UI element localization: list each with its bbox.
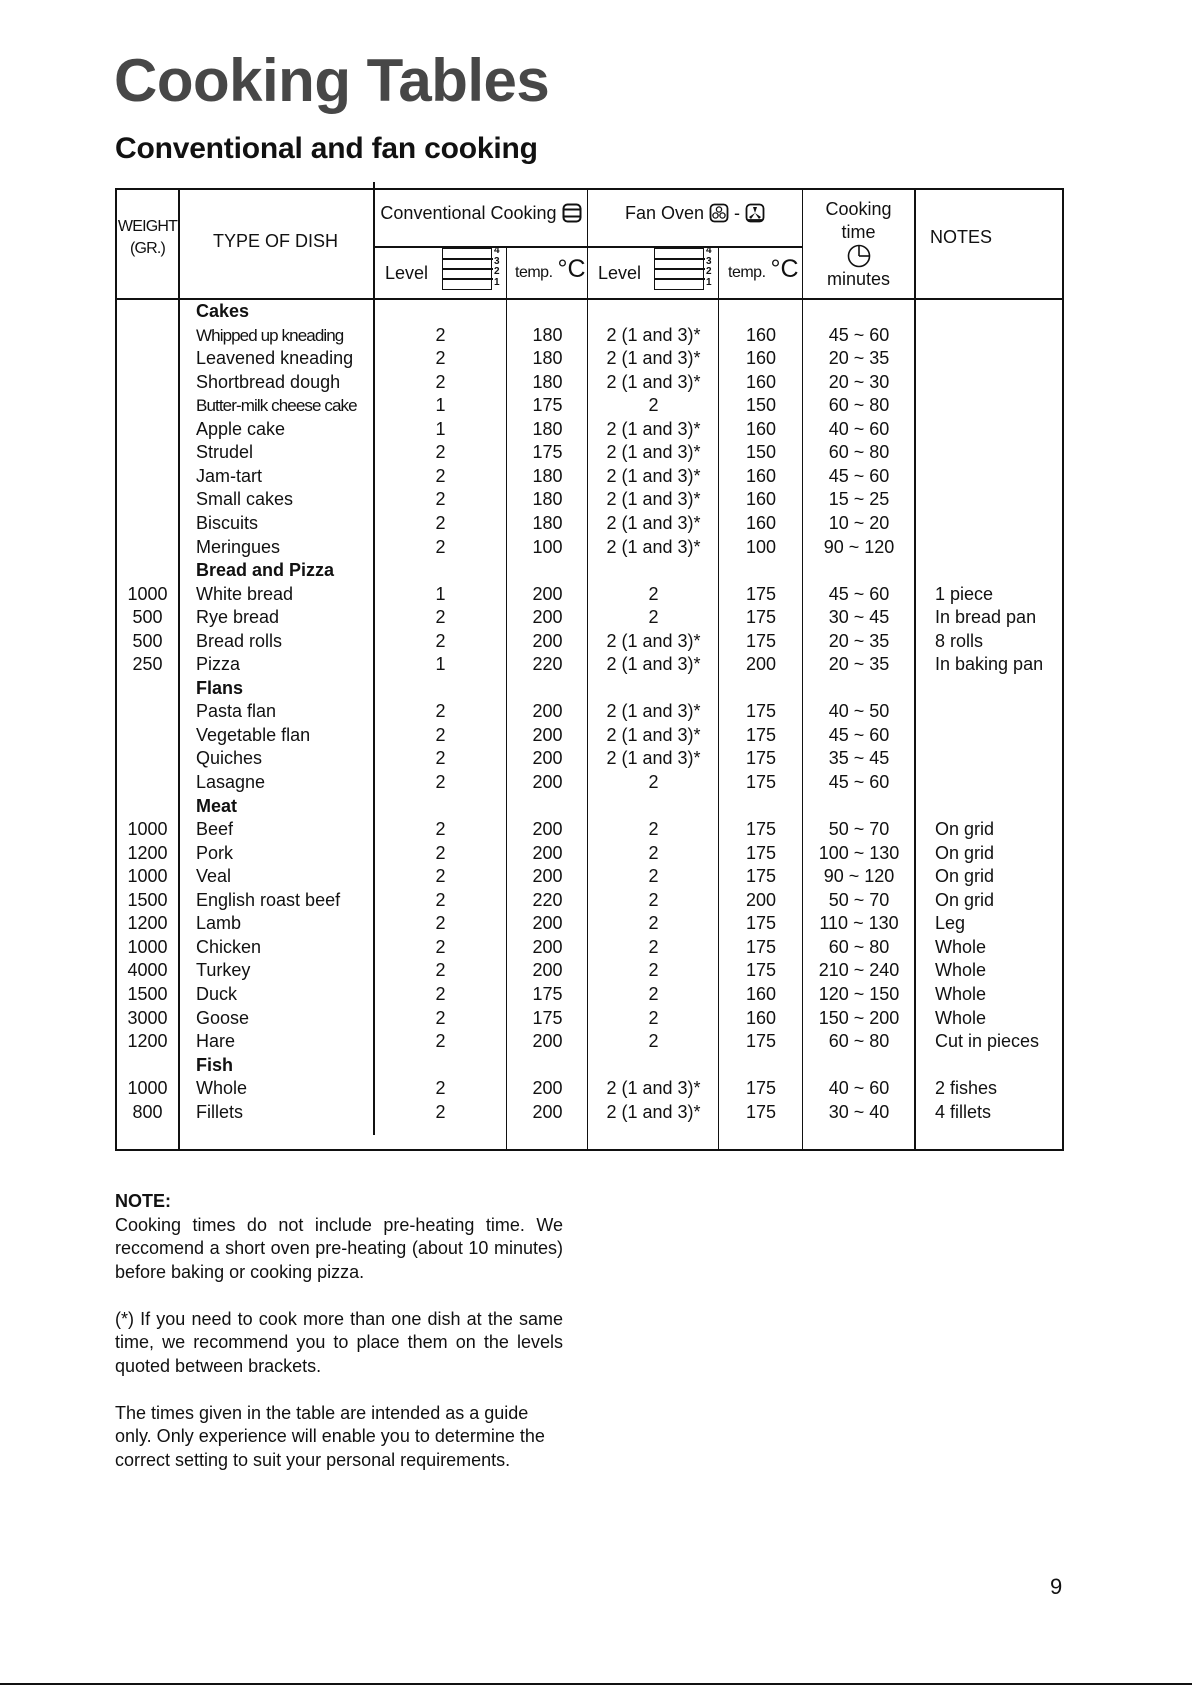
cell-conv-temp: 200 <box>532 1031 563 1052</box>
cell-conv-temp: 220 <box>532 654 563 675</box>
header-fan-separator: - <box>734 203 741 223</box>
cell-fan-temp: 175 <box>745 748 777 769</box>
cell-dish: Goose <box>196 1007 250 1028</box>
cell-cooking-time: 120 ~ 150 <box>818 983 900 1004</box>
cell-conv-level: 2 <box>435 1007 446 1028</box>
cell-cooking-time: 40 ~ 60 <box>828 1078 890 1099</box>
header-fan-level: Level <box>598 263 642 283</box>
cell-dish: Leavened kneading <box>196 348 354 369</box>
cell-fan-level: 2 (1 and 3)* <box>606 418 701 439</box>
cell-conv-temp: 175 <box>532 395 563 416</box>
divider-weight-dish <box>178 190 180 1149</box>
cell-dish: Fillets <box>196 1101 244 1122</box>
cell-weight: 500 <box>132 607 163 628</box>
cell-conv-level: 2 <box>435 512 446 533</box>
cell-fan-temp: 160 <box>745 465 777 486</box>
cell-fan-temp: 175 <box>745 1078 777 1099</box>
cell-weight: 1000 <box>127 866 168 887</box>
cell-notes: In bread pan <box>935 607 1037 628</box>
cell-fan-temp: 175 <box>745 1101 777 1122</box>
cell-fan-temp: 160 <box>745 348 777 369</box>
cell-conv-level: 2 <box>435 889 446 910</box>
cell-weight: 1200 <box>127 913 168 934</box>
cell-fan-temp: 175 <box>745 960 777 981</box>
cell-conv-level: 2 <box>435 960 446 981</box>
cell-conv-level: 2 <box>435 1031 446 1052</box>
cell-weight: 500 <box>132 630 163 651</box>
cell-weight: 1500 <box>127 889 168 910</box>
cell-fan-temp: 175 <box>745 607 777 628</box>
cell-notes: 1 piece <box>935 583 994 604</box>
cell-fan-level: 2 (1 and 3)* <box>606 465 701 486</box>
cell-fan-level: 2 <box>648 1007 659 1028</box>
cell-conv-level: 2 <box>435 442 446 463</box>
cell-fan-temp: 160 <box>745 324 777 345</box>
cell-conv-temp: 200 <box>532 819 563 840</box>
cell-notes: In baking pan <box>935 654 1044 675</box>
cell-dish: White bread <box>196 583 294 604</box>
header-bottom-rule <box>117 298 1062 300</box>
cell-fan-level: 2 <box>648 1031 659 1052</box>
cell-notes: On grid <box>935 866 995 887</box>
cell-fan-level: 2 (1 and 3)* <box>606 630 701 651</box>
cell-dish: Pasta flan <box>196 701 277 722</box>
temp-label: temp. <box>728 264 766 281</box>
cell-dish: Meringues <box>196 536 281 557</box>
cell-notes: On grid <box>935 842 995 863</box>
cell-dish: English roast beef <box>196 889 341 910</box>
cell-cooking-time: 20 ~ 30 <box>828 371 890 392</box>
cell-conv-temp: 175 <box>532 1007 563 1028</box>
cell-cooking-time: 40 ~ 50 <box>828 701 890 722</box>
page-number: 9 <box>1050 1574 1063 1599</box>
shelf-level-2: 2 <box>494 266 500 277</box>
cell-dish: Vegetable flan <box>196 724 311 745</box>
cell-conv-temp: 200 <box>532 842 563 863</box>
cell-fan-level: 2 (1 and 3)* <box>606 324 701 345</box>
cell-weight: 1000 <box>127 936 168 957</box>
cell-conv-level: 2 <box>435 866 446 887</box>
cell-cooking-time: 60 ~ 80 <box>828 936 890 957</box>
cell-conv-temp: 200 <box>532 913 563 934</box>
cell-notes: Whole <box>935 960 987 981</box>
cell-conv-level: 2 <box>435 1101 446 1122</box>
cell-dish: Shortbread dough <box>196 371 341 392</box>
cell-conv-level: 2 <box>435 630 446 651</box>
cell-weight: 1000 <box>127 583 168 604</box>
cell-fan-temp: 160 <box>745 489 777 510</box>
cell-conv-level: 2 <box>435 465 446 486</box>
cell-cooking-time: 45 ~ 60 <box>828 772 890 792</box>
cell-dish: Bread rolls <box>196 630 283 651</box>
cell-conv-level: 2 <box>435 983 446 1004</box>
cell-dish: Pork <box>196 842 234 863</box>
cell-cooking-time: 45 ~ 60 <box>828 465 890 486</box>
cell-dish: Strudel <box>196 442 254 463</box>
cell-dish: Beef <box>196 819 234 840</box>
cell-fan-temp: 150 <box>745 395 777 416</box>
cell-cooking-time: 35 ~ 45 <box>828 748 890 769</box>
cell-dish: Pizza <box>196 654 241 675</box>
shelf-level-3: 3 <box>706 255 712 267</box>
cell-conv-level: 2 <box>435 724 446 745</box>
subheader-rule <box>373 246 802 248</box>
cell-fan-temp: 175 <box>745 936 777 957</box>
shelf-level-4: 4 <box>494 245 500 256</box>
cell-fan-level: 2 (1 and 3)* <box>606 724 701 745</box>
cell-weight: 250 <box>132 654 163 675</box>
cell-conv-level: 2 <box>435 536 446 557</box>
cell-cooking-time: 50 ~ 70 <box>828 889 890 910</box>
cell-cooking-time: 60 ~ 80 <box>828 442 890 463</box>
cell-fan-temp: 200 <box>745 654 777 675</box>
fan-oven-icon <box>709 203 729 223</box>
cell-conv-level: 2 <box>435 324 446 345</box>
cell-conv-temp: 180 <box>532 512 563 533</box>
cell-conv-temp: 220 <box>532 889 563 910</box>
cell-cooking-time: 60 ~ 80 <box>828 1031 890 1052</box>
cell-dish: Butter-milk cheese cake <box>196 396 357 416</box>
cell-cooking-time: 15 ~ 25 <box>828 489 890 510</box>
cell-cooking-time: 20 ~ 35 <box>828 654 890 675</box>
page-subtitle: Conventional and fan cooking <box>115 132 538 165</box>
cell-notes: On grid <box>935 819 995 840</box>
shelf-level-1: 1 <box>494 276 500 288</box>
cell-notes: Whole <box>935 983 987 1004</box>
header-weight-label: WEIGHT <box>117 218 178 235</box>
fan-grill-icon <box>745 203 765 223</box>
cell-dish: Biscuits <box>196 512 259 533</box>
cell-fan-level: 2 <box>648 772 659 792</box>
cell-notes: 4 fillets <box>935 1101 992 1122</box>
cell-dish: Lamb <box>196 913 242 934</box>
cell-conv-level: 2 <box>435 371 446 392</box>
cell-dish: Veal <box>196 866 232 887</box>
cell-fan-level: 2 <box>648 583 659 604</box>
cell-dish: Lasagne <box>196 772 266 792</box>
celsius-label: °C <box>557 255 586 283</box>
cell-dish: Chicken <box>196 936 262 957</box>
header-conv-level: Level <box>385 263 429 283</box>
conventional-oven-icon <box>562 203 582 223</box>
cell-fan-level: 2 <box>648 913 659 934</box>
cell-conv-temp: 200 <box>532 772 563 792</box>
header-conventional-label: Conventional Cooking <box>380 203 557 223</box>
category-heading: Meat <box>196 795 238 816</box>
cell-fan-temp: 175 <box>745 701 777 722</box>
cell-weight: 1000 <box>127 819 168 840</box>
cell-cooking-time: 90 ~ 120 <box>823 866 895 887</box>
cell-conv-temp: 180 <box>532 371 563 392</box>
note-paragraph-guide: The times given in the table are intended as a guide only. Only experience will enable you to determine the correct setting to suit your personal requirements. <box>115 1402 545 1470</box>
cell-fan-level: 2 (1 and 3)* <box>606 701 701 722</box>
shelf-level-2: 2 <box>706 266 712 277</box>
cell-conv-level: 2 <box>435 748 446 769</box>
cell-conv-temp: 180 <box>532 418 563 439</box>
cell-weight: 800 <box>132 1101 163 1122</box>
cell-fan-level: 2 (1 and 3)* <box>606 748 701 769</box>
cell-weight: 1200 <box>127 842 168 863</box>
cell-conv-temp: 100 <box>532 536 563 557</box>
cell-conv-temp: 200 <box>532 748 563 769</box>
header-time-label: time <box>841 222 876 242</box>
cell-fan-temp: 175 <box>745 819 777 840</box>
cell-fan-temp: 160 <box>745 983 777 1004</box>
cell-notes: Whole <box>935 1007 987 1028</box>
cell-conv-temp: 200 <box>532 866 563 887</box>
cell-dish: Whole <box>196 1078 248 1099</box>
cell-fan-temp: 175 <box>745 1031 777 1052</box>
cell-fan-temp: 175 <box>745 842 777 863</box>
cell-notes: 8 rolls <box>935 630 984 651</box>
cell-fan-temp: 200 <box>745 889 777 910</box>
cell-dish: Small cakes <box>196 489 294 510</box>
cell-cooking-time: 45 ~ 60 <box>828 324 890 345</box>
cell-conv-level: 2 <box>435 701 446 722</box>
cell-fan-level: 2 <box>648 395 659 416</box>
cell-cooking-time: 60 ~ 80 <box>828 395 890 416</box>
cell-dish: Whipped up kneading <box>196 325 344 345</box>
cell-fan-level: 2 <box>648 607 659 628</box>
shelf-level-4: 4 <box>706 245 712 256</box>
header-minutes-label: minutes <box>826 269 891 289</box>
cell-weight: 1200 <box>127 1031 168 1052</box>
cell-conv-level: 2 <box>435 936 446 957</box>
cell-conv-temp: 180 <box>532 489 563 510</box>
shelf-level-3: 3 <box>494 255 500 267</box>
cell-conv-level: 2 <box>435 819 446 840</box>
cell-conv-level: 1 <box>435 654 446 675</box>
cell-cooking-time: 30 ~ 45 <box>828 607 890 628</box>
cell-fan-level: 2 (1 and 3)* <box>606 654 701 675</box>
cell-cooking-time: 100 ~ 130 <box>818 842 900 863</box>
cell-conv-level: 1 <box>435 395 446 416</box>
category-heading: Fish <box>196 1054 234 1075</box>
cell-notes: On grid <box>935 889 995 910</box>
cell-cooking-time: 40 ~ 60 <box>828 418 890 439</box>
cell-conv-level: 2 <box>435 772 446 792</box>
header-type-of-dish: TYPE OF DISH <box>212 231 338 251</box>
header-weight <box>117 216 178 260</box>
cell-cooking-time: 20 ~ 35 <box>828 348 890 369</box>
header-fan-label: Fan Oven <box>624 203 704 223</box>
cell-dish: Turkey <box>196 960 251 981</box>
cell-fan-level: 2 <box>648 889 659 910</box>
cell-conv-temp: 180 <box>532 324 563 345</box>
header-notes: NOTES <box>930 227 993 247</box>
cell-cooking-time: 10 ~ 20 <box>828 512 890 533</box>
page-title: Cooking Tables <box>114 47 550 114</box>
header-weight-unit: (GR.) <box>129 240 166 257</box>
cell-conv-temp: 200 <box>532 607 563 628</box>
cell-conv-temp: 200 <box>532 1101 563 1122</box>
header-cooking-time <box>803 198 914 291</box>
cell-cooking-time: 90 ~ 120 <box>823 536 895 557</box>
cell-fan-level: 2 (1 and 3)* <box>606 1101 701 1122</box>
cell-fan-level: 2 (1 and 3)* <box>606 442 701 463</box>
cell-fan-level: 2 <box>648 819 659 840</box>
cell-conv-level: 2 <box>435 913 446 934</box>
cell-dish: Quiches <box>196 748 263 769</box>
cell-dish: Rye bread <box>196 607 280 628</box>
cell-conv-level: 2 <box>435 1078 446 1099</box>
cell-conv-level: 2 <box>435 489 446 510</box>
cell-cooking-time: 150 ~ 200 <box>818 1007 900 1028</box>
note-paragraph-preheat: Cooking times do not include pre-heating time. We reccomend a short oven pre-heating (about 10 minutes) before baking or cooking pizza. <box>115 1214 563 1282</box>
celsius-label: °C <box>770 255 799 283</box>
cell-conv-temp: 180 <box>532 465 563 486</box>
cell-conv-temp: 175 <box>532 983 563 1004</box>
cell-fan-level: 2 (1 and 3)* <box>606 371 701 392</box>
cell-conv-temp: 200 <box>532 1078 563 1099</box>
cell-fan-level: 2 <box>648 983 659 1004</box>
cell-conv-level: 1 <box>435 418 446 439</box>
header-fan-temp <box>728 255 799 284</box>
cell-fan-temp: 160 <box>745 512 777 533</box>
note-paragraph-levels: (*) If you need to cook more than one dish at the same time, we recommend you to place them on the levels quoted between brackets. <box>115 1308 563 1376</box>
cell-fan-temp: 160 <box>745 418 777 439</box>
cell-notes: 2 fishes <box>935 1078 998 1099</box>
cell-conv-temp: 180 <box>532 348 563 369</box>
cell-conv-temp: 200 <box>532 960 563 981</box>
cell-cooking-time: 50 ~ 70 <box>828 819 890 840</box>
cell-conv-temp: 200 <box>532 936 563 957</box>
cell-cooking-time: 30 ~ 40 <box>828 1101 890 1122</box>
cell-fan-level: 2 <box>648 960 659 981</box>
cell-weight: 1500 <box>127 983 168 1004</box>
cell-fan-temp: 150 <box>745 442 777 463</box>
header-cooking-label: Cooking <box>825 199 892 219</box>
cell-cooking-time: 45 ~ 60 <box>828 583 890 604</box>
cell-fan-temp: 100 <box>745 536 777 557</box>
cell-conv-temp: 200 <box>532 701 563 722</box>
category-heading: Flans <box>196 677 244 698</box>
cell-conv-level: 2 <box>435 842 446 863</box>
cell-conv-temp: 200 <box>532 630 563 651</box>
cell-cooking-time: 110 ~ 130 <box>819 913 899 934</box>
cell-fan-level: 2 (1 and 3)* <box>606 1078 701 1099</box>
header-conventional-cooking <box>375 202 587 224</box>
category-heading: Cakes <box>196 301 250 321</box>
header-fan-oven <box>588 202 802 224</box>
cell-conv-level: 2 <box>435 348 446 369</box>
cell-notes: Cut in pieces <box>935 1031 1040 1052</box>
cell-notes: Leg <box>935 913 966 934</box>
cell-fan-temp: 175 <box>745 724 777 745</box>
cell-weight: 3000 <box>127 1007 168 1028</box>
note-heading: NOTE: <box>115 1191 171 1211</box>
cell-cooking-time: 45 ~ 60 <box>828 724 890 745</box>
notes-section <box>115 1190 563 1472</box>
cell-dish: Apple cake <box>196 418 286 439</box>
cell-dish: Hare <box>196 1031 236 1052</box>
cell-dish: Duck <box>196 983 238 1004</box>
cell-fan-temp: 160 <box>745 371 777 392</box>
cell-cooking-time: 20 ~ 35 <box>828 630 890 651</box>
cell-fan-temp: 175 <box>745 772 777 792</box>
cell-fan-temp: 175 <box>745 866 777 887</box>
cell-conv-temp: 200 <box>532 583 563 604</box>
cell-fan-level: 2 (1 and 3)* <box>606 536 701 557</box>
cell-cooking-time: 210 ~ 240 <box>818 960 900 981</box>
cell-fan-temp: 175 <box>745 630 777 651</box>
cell-fan-level: 2 <box>648 866 659 887</box>
cell-weight: 1000 <box>127 1078 168 1099</box>
cell-conv-temp: 175 <box>532 442 563 463</box>
cell-weight: 4000 <box>127 960 168 981</box>
shelf-level-1: 1 <box>706 276 712 288</box>
cell-fan-temp: 175 <box>745 913 777 934</box>
cell-conv-temp: 200 <box>532 724 563 745</box>
cell-fan-temp: 160 <box>745 1007 777 1028</box>
clock-icon <box>847 244 871 268</box>
category-heading: Bread and Pizza <box>196 560 335 581</box>
cell-fan-level: 2 (1 and 3)* <box>606 512 701 533</box>
cell-fan-level: 2 (1 and 3)* <box>606 348 701 369</box>
cell-fan-level: 2 <box>648 842 659 863</box>
cell-fan-temp: 175 <box>745 583 777 604</box>
header-conv-temp <box>515 255 586 284</box>
temp-label: temp. <box>515 264 553 281</box>
cell-dish: Jam-tart <box>196 465 263 486</box>
cooking-table <box>115 188 1064 1151</box>
cell-conv-level: 1 <box>435 583 446 604</box>
cell-fan-level: 2 <box>648 936 659 957</box>
cell-conv-level: 2 <box>435 607 446 628</box>
cell-notes: Whole <box>935 936 987 957</box>
cell-fan-level: 2 (1 and 3)* <box>606 489 701 510</box>
